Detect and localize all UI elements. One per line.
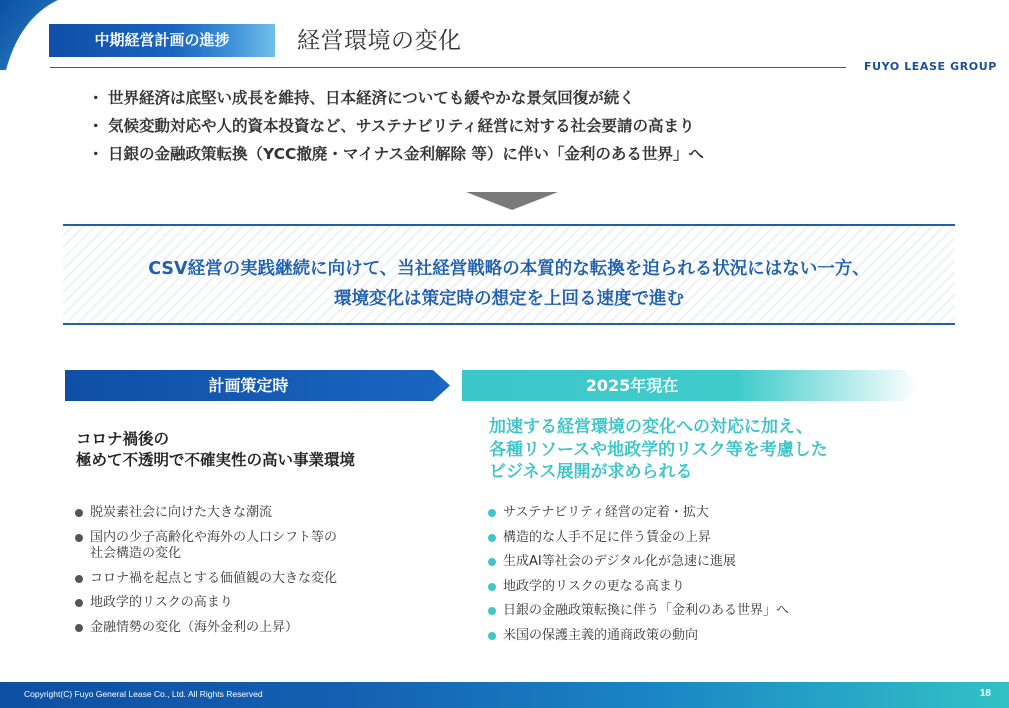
list-item	[488, 554, 789, 571]
bullet-dot-icon	[75, 624, 83, 632]
plan-time-header	[65, 370, 450, 401]
heading-line: ビジネス展開が求められる	[489, 462, 693, 482]
heading-line: 加速する経営環境の変化への対応に加え、	[489, 417, 814, 437]
current-header	[462, 370, 920, 401]
bullet-text: 日銀の金融政策転換（YCC撤廃・マイナス金利解除 等）に伴い「金利のある世界」へ	[108, 145, 704, 163]
list-item-text: 地政学的リスクの高まり	[90, 595, 233, 610]
bullet-dot-icon	[488, 632, 496, 640]
list-item	[75, 505, 337, 522]
plan-time-list	[75, 505, 337, 644]
list-item-text: 脱炭素社会に向けた大きな潮流	[90, 505, 273, 520]
list-item-text: 金融情勢の変化（海外金利の上昇）	[90, 619, 299, 635]
bullet-item	[88, 142, 704, 170]
bullet-dot-icon	[488, 607, 496, 615]
bullet-dot-icon	[75, 534, 83, 542]
list-item-text: 日銀の金融政策転換に伴う「金利のある世界」へ	[503, 603, 790, 618]
list-item-text: 地政学的リスクの更なる高まり	[503, 578, 685, 594]
bullet-text: 世界経済は底堅い成長を維持、日本経済についても緩やかな景気回復が続く	[108, 89, 635, 107]
list-item	[488, 628, 789, 645]
title-divider	[50, 67, 846, 68]
bullet-dot: ・	[88, 89, 104, 107]
list-item-text: 国内の少子高齢化や海外の人口シフト等の	[90, 529, 338, 545]
page-title: 経営環境の変化	[297, 28, 462, 54]
list-item-text: コロナ禍を起点とする価値観の大きな変化	[90, 570, 338, 586]
bullet-dot-icon	[488, 509, 496, 517]
bullet-text: 気候変動対応や人的資本投資など、サステナビリティ経営に対する社会要請の高まり	[108, 117, 695, 135]
current-label: 2025年現在	[585, 376, 679, 395]
bullet-dot-icon	[75, 575, 83, 583]
list-item	[488, 579, 789, 596]
heading-line: 各種リソースや地政学的リスク等を考慮した	[489, 439, 828, 460]
callout-line-2: 環境変化は策定時の想定を上回る速度で進む	[334, 289, 684, 309]
plan-time-heading	[76, 429, 355, 471]
environment-bullets	[88, 86, 704, 170]
bullet-dot-icon	[75, 509, 83, 517]
bullet-dot-icon	[488, 534, 496, 542]
plan-time-label: 計画策定時	[208, 376, 289, 395]
bullet-item	[88, 86, 704, 114]
callout-line-1: CSV経営の実践継続に向けて、当社経営戦略の本質的な転換を迫られる状況にはない一方、	[148, 259, 870, 279]
heading-line: 極めて不透明で不確実性の高い事業環境	[76, 451, 356, 469]
list-item-text: 生成AI等社会のデジタル化が急速に進展	[503, 554, 736, 569]
list-item	[75, 571, 337, 588]
company-logo: FUYO LEASE GROUP	[864, 60, 997, 73]
bullet-dot-icon	[488, 558, 496, 566]
list-item-text-cont: 社会構造の変化	[90, 546, 182, 561]
list-item	[488, 530, 789, 547]
bullet-dot-icon	[75, 599, 83, 607]
list-item	[488, 505, 789, 522]
callout-box	[63, 224, 955, 325]
list-item	[75, 530, 337, 563]
page-number: 18	[979, 688, 991, 699]
list-item-text: 米国の保護主義的通商政策の動向	[503, 627, 699, 643]
list-item	[75, 620, 337, 637]
current-heading	[489, 416, 828, 484]
bullet-dot: ・	[88, 145, 104, 163]
section-tag: 中期経営計画の進捗	[49, 24, 275, 57]
list-item-text: サステナビリティ経営の定着・拡大	[503, 505, 709, 520]
bullet-item	[88, 114, 704, 142]
heading-line: コロナ禍後の	[76, 430, 170, 448]
list-item-text: 構造的な人手不足に伴う賃金の上昇	[503, 529, 712, 545]
down-arrow-icon	[466, 192, 558, 210]
list-item	[488, 603, 789, 620]
copyright-text: Copyright(C) Fuyo General Lease Co., Ltd. All Rights Reserved	[24, 689, 263, 699]
bullet-dot: ・	[88, 117, 104, 135]
list-item	[75, 595, 337, 612]
footer-bar	[0, 682, 1009, 708]
current-list	[488, 505, 789, 652]
bullet-dot-icon	[488, 583, 496, 591]
